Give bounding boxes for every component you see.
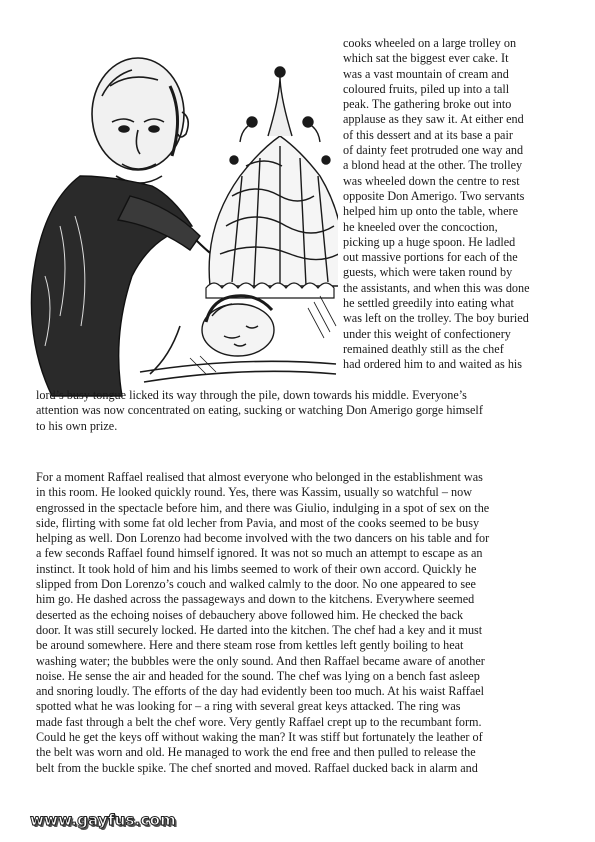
text-line: door. It was still securely locked. He darted into the kitchen. The chef had a key and it must [36, 622, 483, 637]
text-line: helping as well. Don Lorenzo had become involved with the two dancers on his table and for [36, 531, 490, 546]
text-line: belt from the buckle spike. The chef snorted and moved. Raffael ducked back in alarm and [36, 760, 478, 775]
illustration [20, 26, 338, 406]
text-line: applause as they saw it. At either end [343, 112, 524, 127]
text-line: side, flirting with some fat old lecher from Pavia, and most of the cooks seemed to be busy [36, 515, 480, 530]
text-line: he settled greedily into eating what [343, 296, 514, 311]
text-line: out massive portions for each of the [343, 250, 518, 265]
text-line: had ordered him to and waited as his [343, 357, 523, 372]
text-line: which sat the biggest ever cake. It [343, 51, 509, 66]
text-line: a few seconds Raffael found himself ignored. It was not so much an attempt to escape as an [36, 546, 483, 561]
text-line: noise. He sense the air and headed for the sound. The chef was lying on a bench fast asleep [36, 668, 480, 683]
text-line: engrossed in the spectacle before him, and there was Giulio, indulging in a spot of sex on the [36, 500, 490, 515]
text-line: the belt was worn and old. He managed to work the end free and then pulled to release the [36, 745, 476, 760]
text-line: picking up a huge spoon. He ladled [343, 234, 516, 249]
text-line: washing water; the bubbles were the only sound. And then Raffael became aware of another [36, 653, 485, 668]
text-line: to his own prize. [36, 418, 118, 433]
text-line: in this room. He looked quickly round. Yes, there was Kassim, usually so watchful – now [36, 485, 472, 500]
text-line: peak. The gathering broke out into [343, 97, 512, 112]
text-line: of this dessert and at its base a pair [343, 127, 513, 142]
text-line: under this weight of confectionery [343, 326, 511, 341]
paragraph-2 [36, 470, 584, 776]
text-line: For a moment Raffael realised that almost everyone who belonged in the establishment was [36, 470, 483, 484]
text-line: and snoring loudly. The efforts of the day had evidently been too much. At his waist Raffael [36, 684, 485, 699]
text-line: opposite Don Amerigo. Two servants [343, 188, 525, 203]
text-line: was wheeled down the centre to rest [343, 173, 520, 188]
text-line: him go. He dashed across the passageways and down to the kitchens. Everywhere seemed [36, 592, 475, 607]
text-line: cooks wheeled on a large trolley on [343, 36, 517, 50]
text-line: be around somewhere. Here and there steam rose from kettles left gently boiling to heat [36, 638, 464, 653]
text-line: was a vast mountain of cream and [343, 66, 509, 81]
text-line: of dainty feet protruded one way and [343, 143, 524, 158]
text-line: instinct. It took hold of him and his limbs seemed to work of their own accord. Quickly he [36, 561, 477, 576]
text-line: attention was now concentrated on eating, sucking or watching Don Amerigo gorge himself [36, 403, 483, 418]
text-line: the assistants, and when this was done [343, 280, 530, 295]
paragraph-1 [36, 388, 584, 434]
text-line: he kneeled over the concoction, [343, 219, 498, 234]
text-line: was left on the trolley. The boy buried [343, 311, 529, 326]
watermark: www.gayfus.com [30, 811, 176, 829]
text-line: a blond head at the other. The trolley [343, 158, 523, 173]
ink-drawing [20, 26, 338, 406]
text-line: guests, which were taken round by [343, 265, 513, 280]
text-line: Could he get the keys off without waking the man? It was stiff but fortunately the leather of [36, 730, 483, 745]
text-line: coloured fruits, piled up into a tall [343, 81, 510, 96]
text-line: remained deathly still as the chef [343, 341, 504, 356]
text-line: lord’s busy tongue licked its way through the pile, down towards his middle. Everyone’s [36, 388, 467, 402]
column-text [343, 36, 581, 373]
text-line: spotted what he was looking for – a ring with several great keys attacked. The ring was [36, 699, 461, 714]
text-line: deserted as the echoing noises of debauchery above followed him. He checked the back [36, 607, 464, 622]
text-line: helped him up onto the table, where [343, 204, 518, 219]
text-line: made fast through a belt the chef wore. Very gently Raffael crept up to the recumbant form. [36, 714, 482, 729]
text-line: slipped from Don Lorenzo’s couch and walked calmly to the door. No one appeared to see [36, 577, 476, 592]
